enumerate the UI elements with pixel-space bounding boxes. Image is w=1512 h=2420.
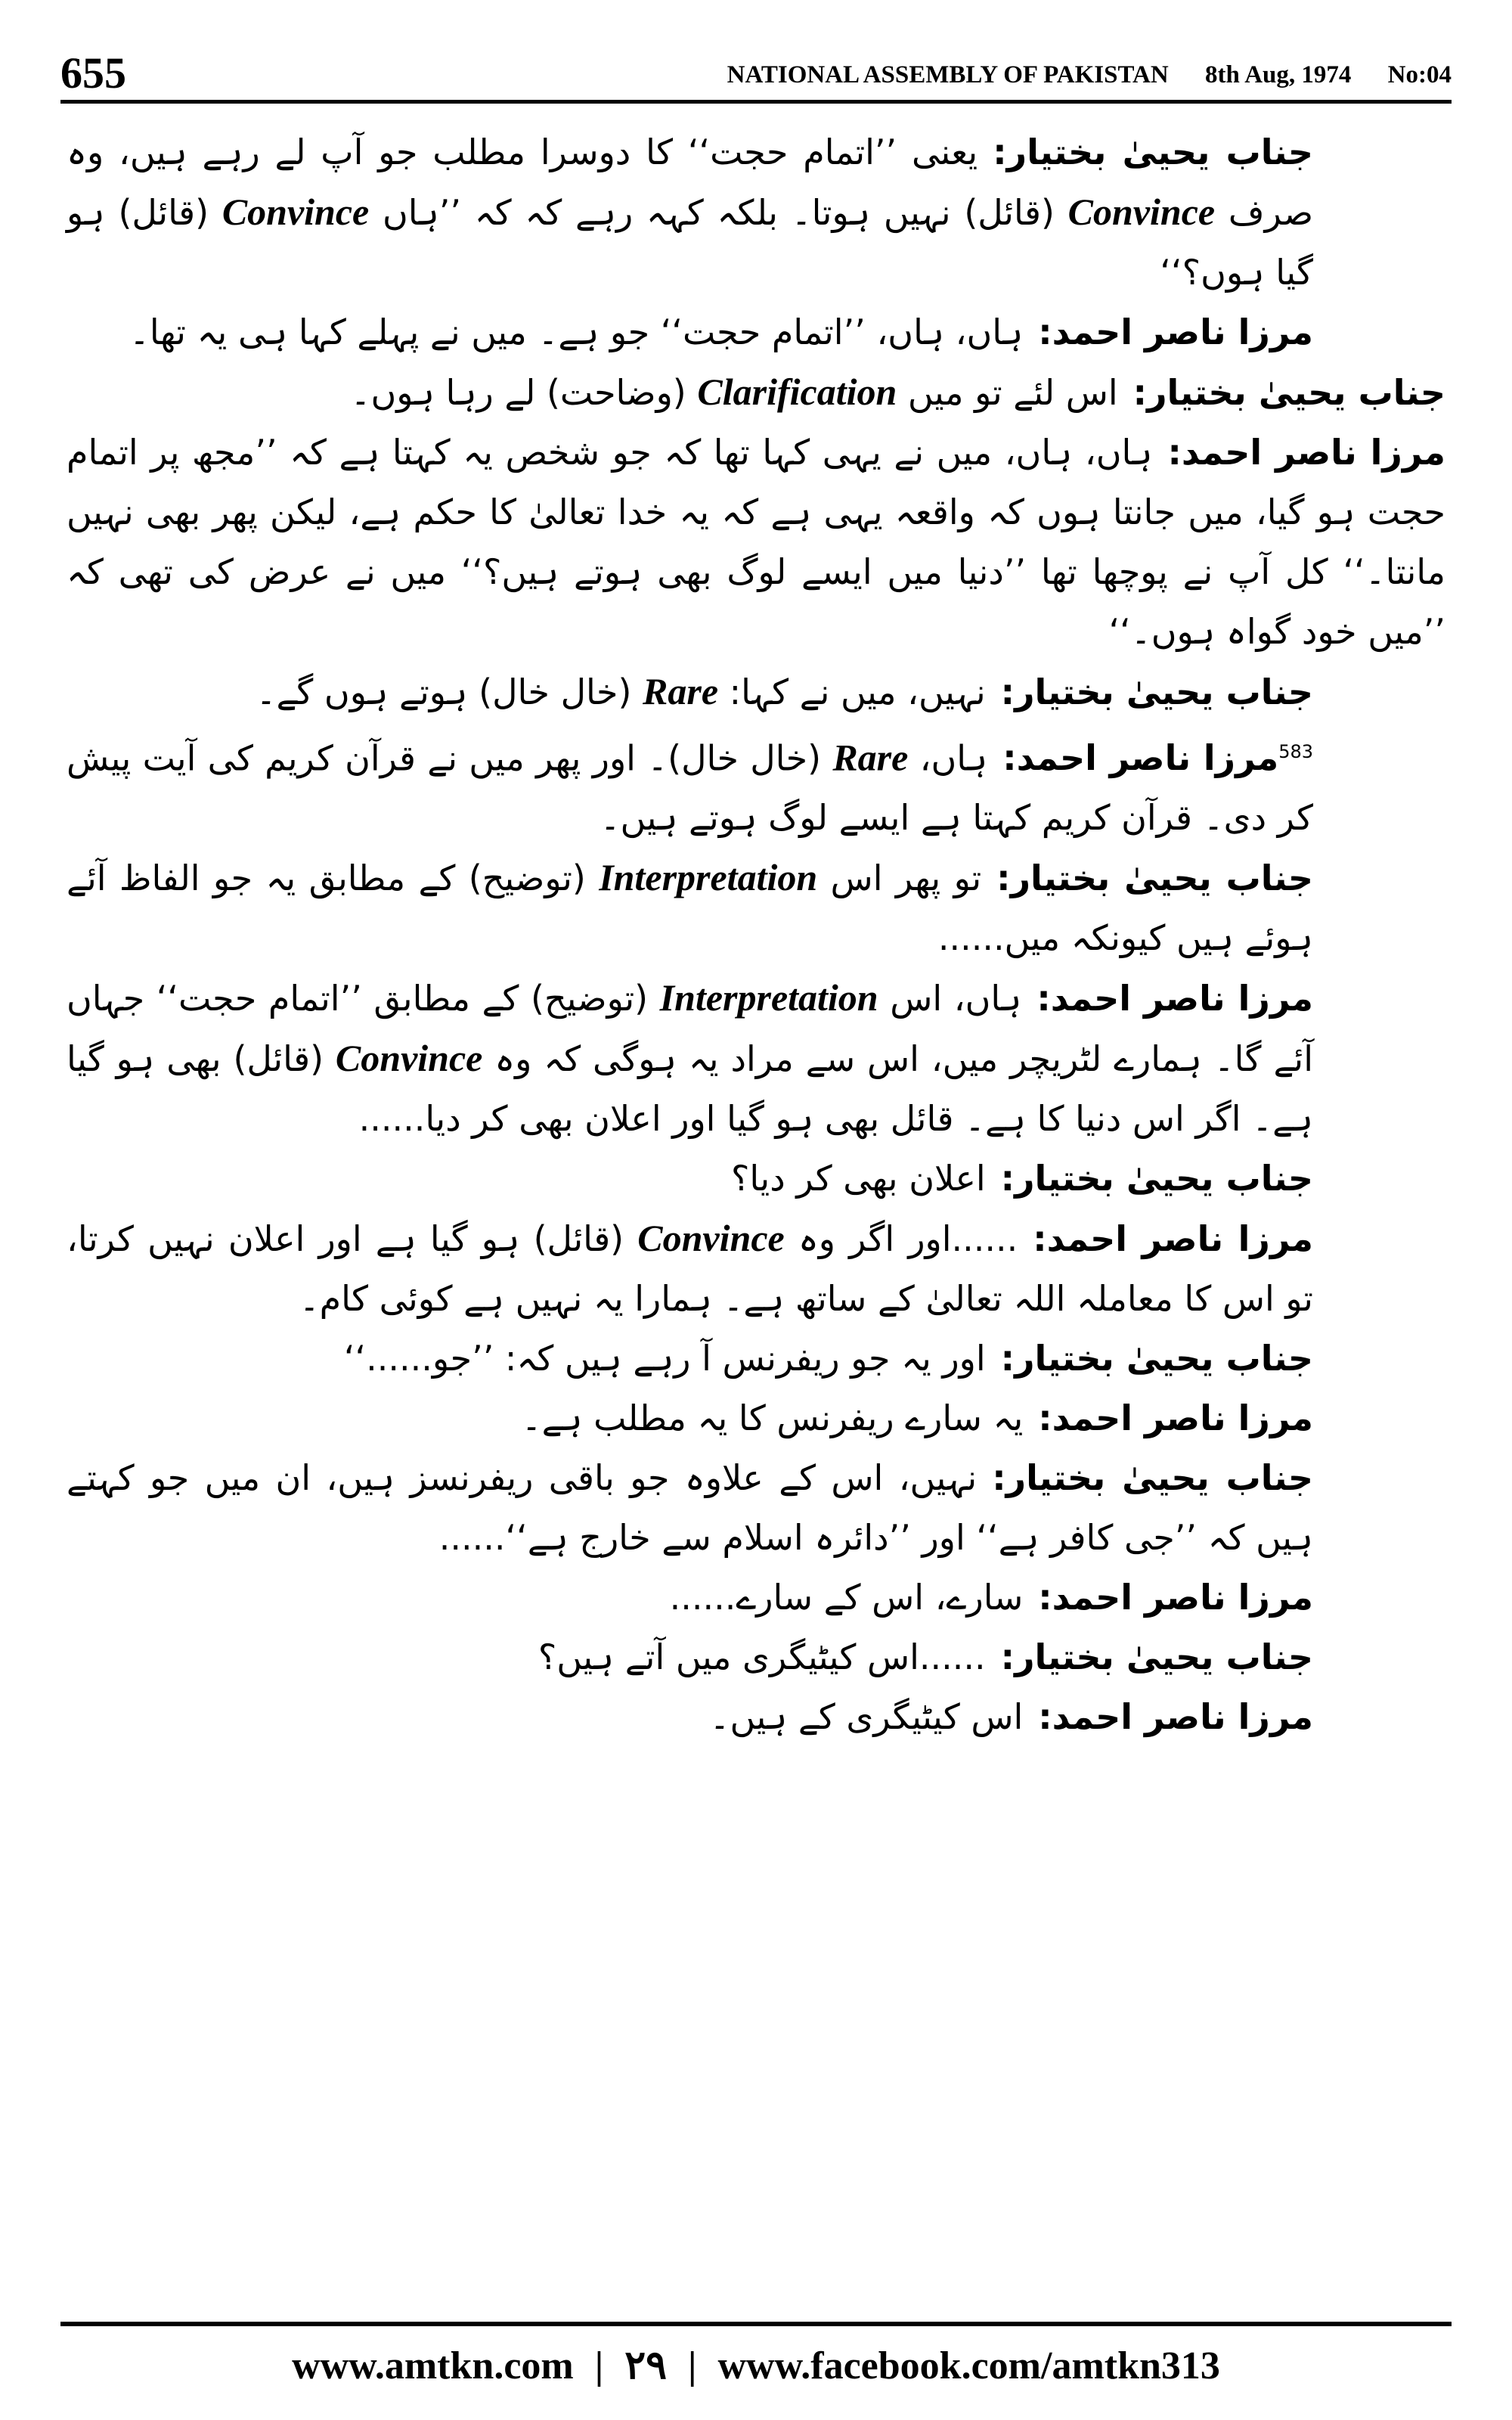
page-number: 655 — [60, 48, 126, 98]
footer-divider-right: | — [688, 2344, 697, 2387]
transcript-paragraph — [67, 1687, 1445, 1747]
speech-text: اعلان بھی کر دیا؟ — [731, 1158, 986, 1199]
speaker-name: مرزا ناصر احمد: — [1038, 1696, 1313, 1738]
speech-text: ہاں، ہاں، میں نے یہی کہا تھا کہ جو شخص یہ کہتا ہے کہ ’’مجھ پر اتمام حجت ہو گیا، میں جانتا ہوں کہ واقعہ یہی ہے کہ یہ خدا تعالیٰ کا حکم ہے، لیکن پھر بھی نہیں مانتا۔‘‘ کل آپ نے پوچھا تھا ’’دنیا میں ایسے لوگ بھی ہوتے ہیں؟‘‘ میں نے عرض کی تھی کہ ’’میں خود گواہ ہوں۔‘‘ — [67, 432, 1445, 652]
speaker-name: جناب یحییٰ بختیار: — [1000, 1637, 1313, 1678]
speaker-name: جناب یحییٰ بختیار: — [1000, 672, 1313, 712]
transcript-paragraph — [67, 1627, 1445, 1687]
english-term: Convince — [637, 1217, 785, 1260]
english-term: Convince — [1067, 191, 1216, 233]
header-info — [697, 61, 1452, 95]
speech-text: نہیں، میں نے کہا: — [718, 672, 986, 712]
speech-text: (قائل) ہو گیا ہوں؟‘‘ — [67, 192, 1313, 293]
speech-text: نہیں، اس کے علاوہ جو باقی ریفرنسز ہیں، ان میں جو کہتے ہیں کہ ’’جی کافر ہے‘‘ اور ’’دائرہ اسلام سے خارج ہے‘‘...... — [67, 1457, 1313, 1559]
speech-text: (وضاحت) لے رہا ہوں۔ — [350, 372, 698, 413]
speech-text: سارے، اس کے سارے...... — [669, 1577, 1024, 1618]
english-term: Rare — [832, 736, 909, 779]
transcript-paragraph — [67, 362, 1445, 423]
transcript-paragraph — [67, 123, 1445, 302]
footer-website: www.amtkn.com — [292, 2344, 574, 2387]
speech-text: اس کیٹیگری کے ہیں۔ — [709, 1696, 1024, 1738]
speech-text: ہاں، اس — [878, 978, 1022, 1019]
footer-facebook: www.facebook.com/amtkn313 — [717, 2344, 1220, 2387]
speech-text: (خال خال)۔ اور پھر میں نے قرآن کریم کی آیت پیش کر دی۔ قرآن کریم کہتا ہے ایسے لوگ ہوتے ہیں۔ — [67, 737, 1313, 839]
speaker-name: مرزا ناصر احمد: — [1033, 1218, 1313, 1260]
speech-text: (قائل) بھی ہو گیا ہے۔ اگر اس دنیا کا ہے۔ قائل بھی ہو گیا اور اعلان بھی کر دیا...... — [67, 1038, 1313, 1140]
speaker-name: جناب یحییٰ بختیار: — [1000, 1158, 1313, 1199]
speech-text: (قائل) ہو گیا ہے اور اعلان نہیں کرتا، تو اس کا معاملہ اللہ تعالیٰ کے ساتھ ہے۔ ہمارا یہ نہیں ہے کوئی کام۔ — [67, 1218, 1313, 1320]
transcript-body — [67, 123, 1445, 2278]
speaker-name: مرزا ناصر احمد: — [1167, 432, 1445, 473]
speaker-name: جناب یحییٰ بختیار: — [1132, 372, 1445, 413]
transcript-paragraph — [67, 1208, 1445, 1329]
speech-text: تو پھر اس — [817, 858, 982, 899]
transcript-paragraph — [67, 722, 1445, 848]
english-term: Convince — [222, 191, 370, 233]
original-page-marker: 583 — [1278, 741, 1313, 762]
speaker-name: مرزا ناصر احمد: — [1038, 1577, 1313, 1618]
speech-text: ......اس کیٹیگری میں آتے ہیں؟ — [538, 1637, 986, 1678]
speech-text: اس لئے تو میں — [897, 372, 1118, 413]
speech-text: (توضیح) کے مطابق ’’اتمام حجت‘‘ جہاں آئے گا۔ ہمارے لٹریچر میں، اس سے مراد یہ ہوگی کہ وہ — [67, 978, 1313, 1080]
english-term: Rare — [643, 670, 719, 712]
header-rule — [60, 100, 1452, 104]
transcript-paragraph — [67, 302, 1445, 362]
page-header — [60, 27, 1452, 98]
speaker-name: مرزا ناصر احمد: — [1038, 312, 1313, 352]
english-term: Interpretation — [599, 856, 818, 899]
speech-text: ......اور اگر وہ — [784, 1218, 1018, 1260]
publication-title: NATIONAL ASSEMBLY OF PAKISTAN — [727, 61, 1169, 88]
english-term: Convince — [335, 1037, 483, 1080]
speaker-name: جناب یحییٰ بختیار: — [1000, 1338, 1313, 1379]
transcript-paragraph — [67, 423, 1445, 662]
speech-text: یعنی ’’اتمام حجت‘‘ کا دوسرا مطلب جو آپ لے رہے ہیں، وہ صرف — [67, 132, 1314, 233]
transcript-paragraph — [67, 1568, 1445, 1627]
speaker-name: مرزا ناصر احمد: — [1002, 737, 1279, 779]
transcript-paragraph — [67, 662, 1445, 722]
speaker-name: جناب یحییٰ بختیار: — [993, 132, 1314, 172]
english-term: Clarification — [697, 371, 897, 413]
speaker-name: مرزا ناصر احمد: — [1038, 1398, 1313, 1439]
transcript-paragraph — [67, 1448, 1445, 1568]
transcript-paragraph — [67, 848, 1445, 968]
issue-number: No:04 — [1387, 61, 1452, 88]
speech-text: ہاں، — [908, 737, 988, 779]
transcript-paragraph — [67, 1329, 1445, 1388]
speech-text: یہ سارے ریفرنس کا یہ مطلب ہے۔ — [521, 1398, 1024, 1439]
transcript-paragraph — [67, 968, 1445, 1149]
page-footer — [60, 2335, 1452, 2396]
footer-divider-left: | — [594, 2344, 604, 2387]
speaker-name: مرزا ناصر احمد: — [1036, 978, 1313, 1019]
session-date: 8th Aug, 1974 — [1204, 61, 1352, 88]
speech-text: (خال خال) ہوتے ہوں گے۔ — [256, 672, 643, 712]
transcript-paragraph — [67, 1388, 1445, 1448]
footer-local-page: ۲۹ — [624, 2344, 668, 2387]
footer-rule — [60, 2322, 1452, 2326]
speech-text: (قائل) نہیں ہوتا۔ بلکہ کہہ رہے کہ کہ ’’ہاں — [369, 192, 1068, 233]
speech-text: ہاں، ہاں، ’’اتمام حجت‘‘ جو ہے۔ میں نے پہلے کہا ہی یہ تھا۔ — [129, 312, 1024, 352]
speaker-name: جناب یحییٰ بختیار: — [996, 858, 1313, 899]
speech-text: (توضیح) کے مطابق یہ جو الفاظ آئے ہوئے ہیں کیونکہ میں...... — [67, 858, 1313, 959]
english-term: Interpretation — [659, 976, 878, 1019]
speech-text: اور یہ جو ریفرنس آ رہے ہیں کہ: ’’جو......‘‘ — [343, 1338, 986, 1379]
transcript-paragraph — [67, 1149, 1445, 1208]
speaker-name: جناب یحییٰ بختیار: — [992, 1457, 1314, 1499]
